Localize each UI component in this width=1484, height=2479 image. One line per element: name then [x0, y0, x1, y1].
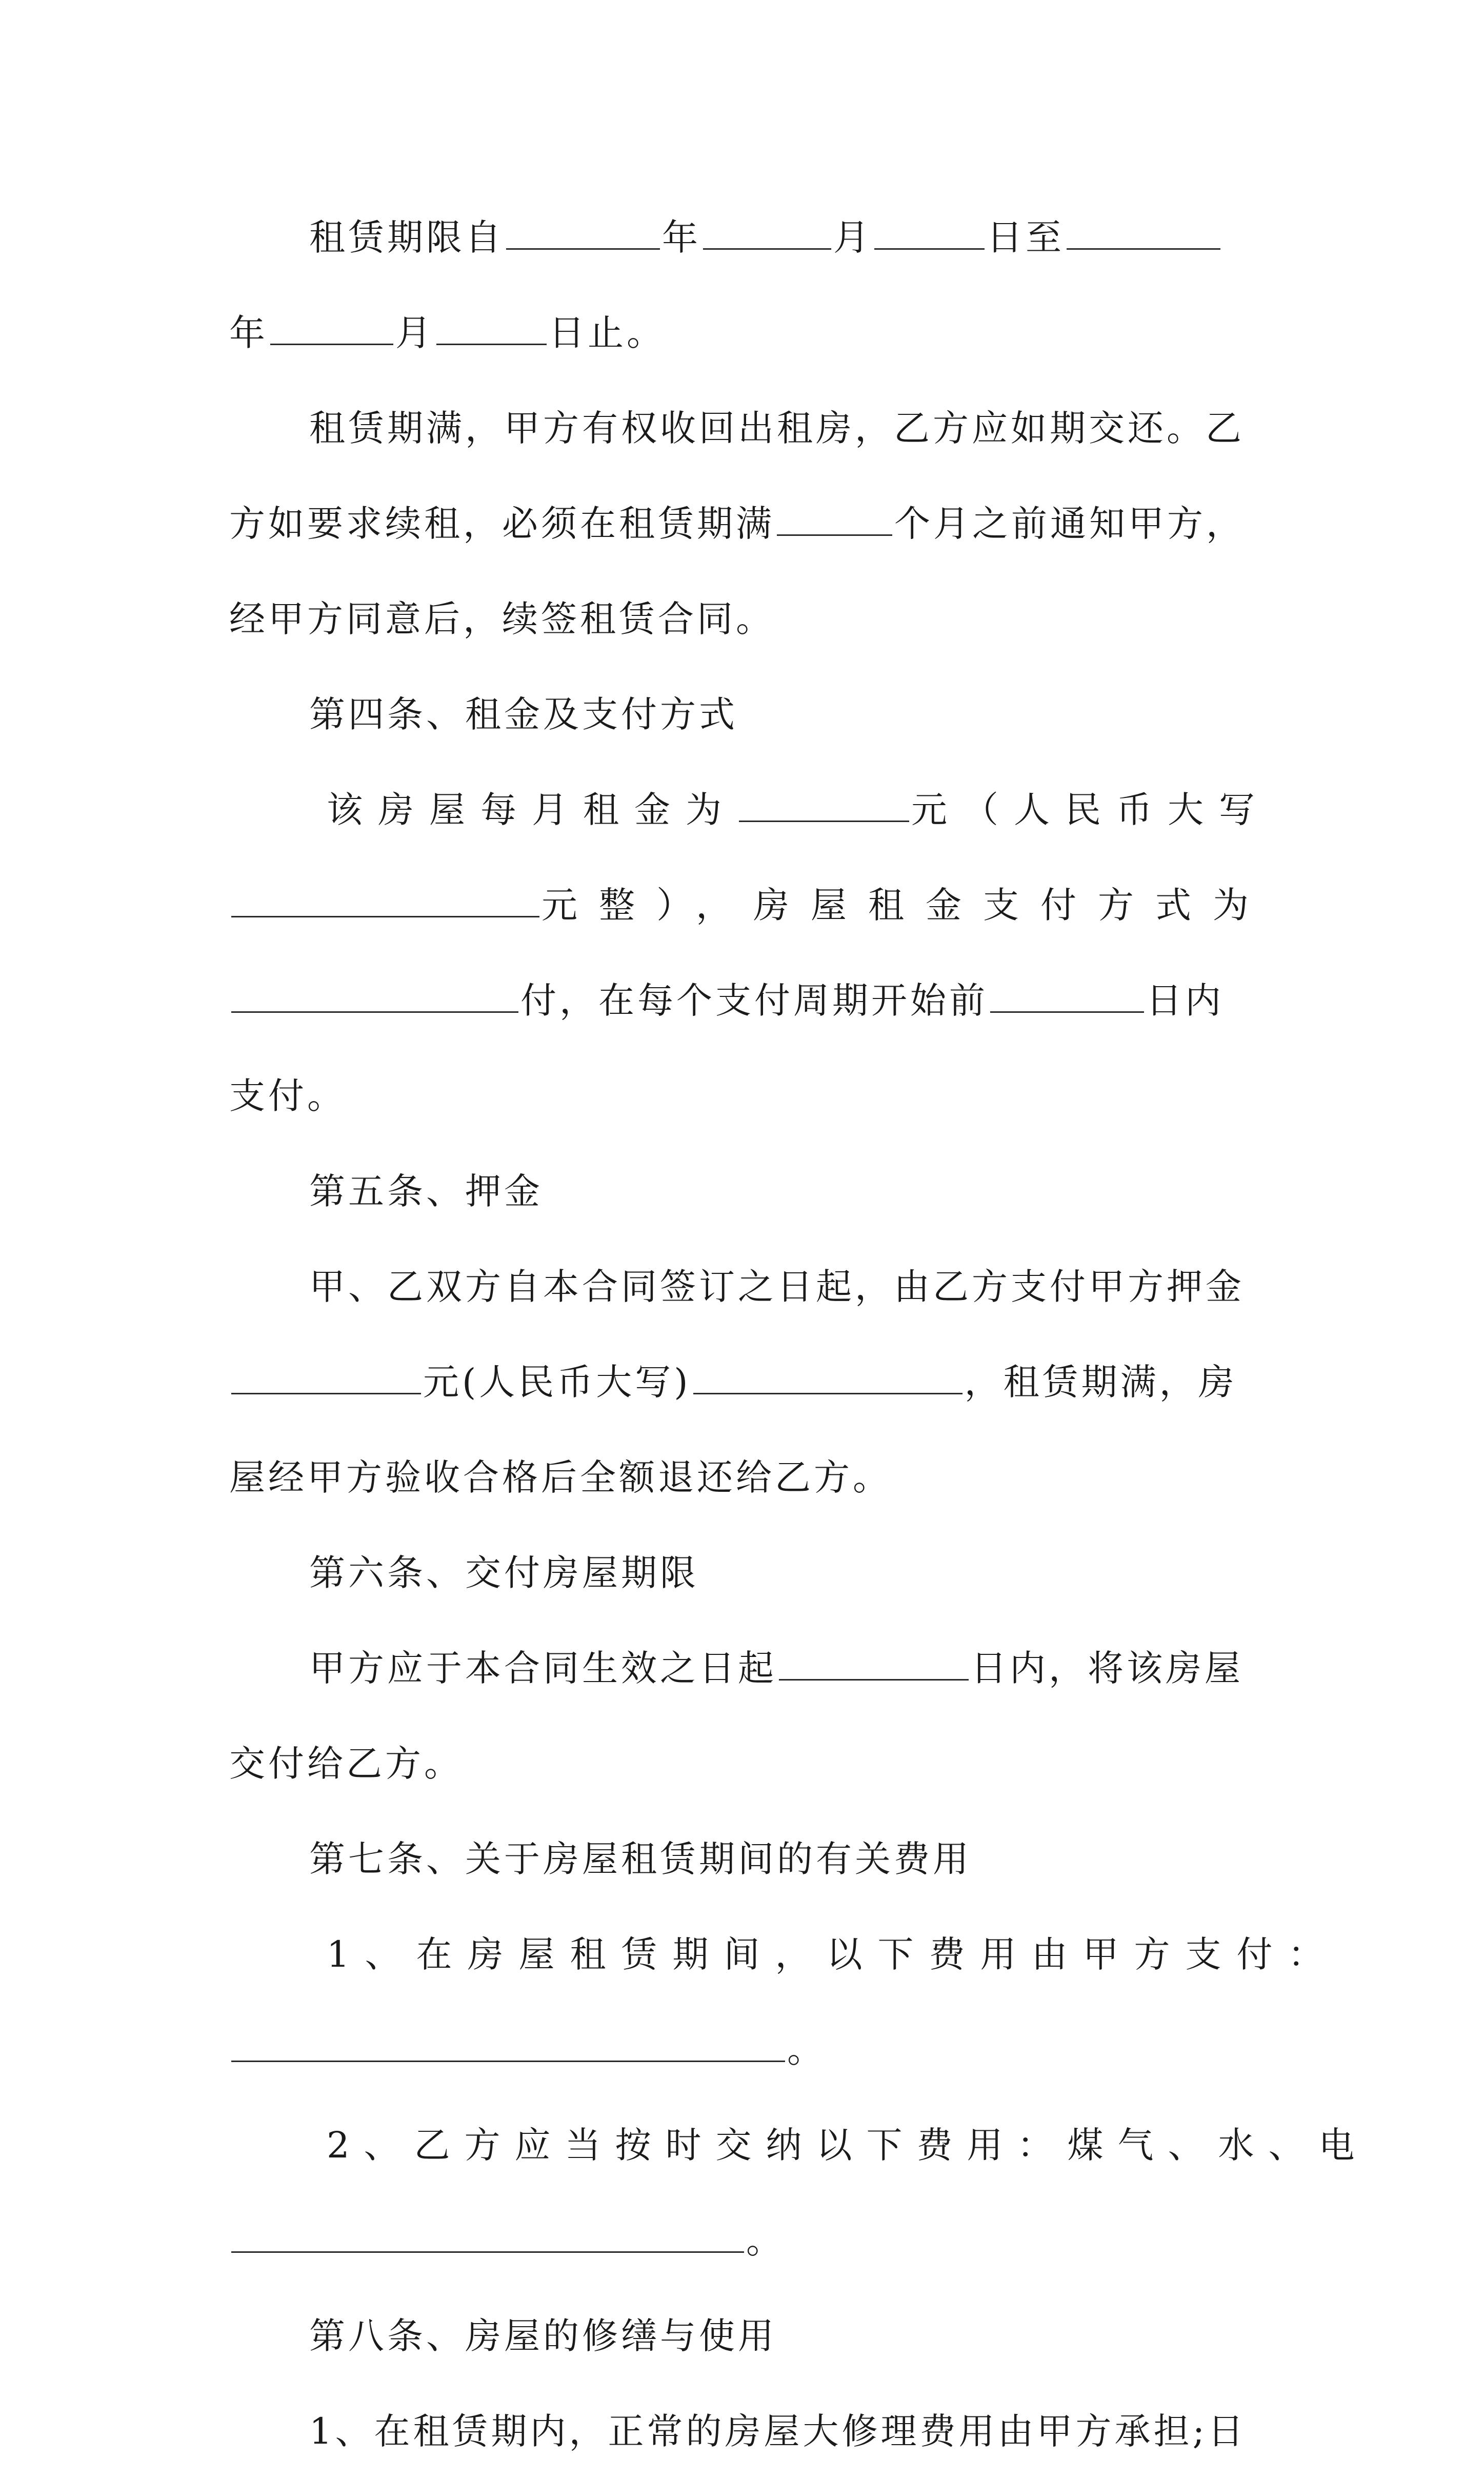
paragraph-line: 1、在租赁期内，正常的房屋大修理费用由甲方承担;日: [309, 2410, 1247, 2452]
blank-payment-method[interactable]: [231, 983, 518, 1013]
lease-term-line-2: [229, 285, 1270, 381]
blank-tenant-fees[interactable]: [231, 2223, 744, 2253]
blank-notice-months[interactable]: [777, 506, 892, 536]
blank-end-day[interactable]: [436, 315, 547, 345]
article-heading-7: 第七条、关于房屋租赁期间的有关费用: [309, 1838, 972, 1880]
text-segment: 个月之前通知甲方，: [894, 503, 1245, 545]
text-segment: 甲方应于本合同生效之日起: [309, 1647, 777, 1689]
delivery-deadline-line: [229, 1621, 1270, 1716]
paragraph-line: 屋经甲方验收合格后全额退还给乙方。: [229, 1456, 892, 1498]
paragraph-line: 经甲方同意后，续签租赁合同。: [229, 598, 775, 640]
blank-start-year[interactable]: [506, 219, 660, 250]
tenant-fees-line: 2、乙方应当按时交纳以下费用：煤气、水、电: [327, 2124, 1369, 2166]
blank-deposit-amount[interactable]: [231, 1364, 421, 1394]
paragraph-line: 甲、乙双方自本合同签订之日起，由乙方支付甲方押金: [309, 1266, 1245, 1308]
text-segment: 日内: [1146, 979, 1224, 1022]
rent-payment-method-line: [229, 857, 1270, 953]
blank-end-month-pre[interactable]: [270, 315, 393, 345]
blank-start-day[interactable]: [874, 219, 985, 250]
text-segment: 元整），房屋租金支付方式为: [542, 884, 1270, 926]
rent-amount-line: [229, 762, 1270, 857]
text-segment: 该房屋每月租金为: [327, 789, 737, 831]
text-segment: 。: [787, 2029, 826, 2071]
blank-landlord-fees[interactable]: [231, 2032, 785, 2062]
text-segment: 日内，将该房屋: [971, 1647, 1244, 1689]
text-segment: 元（人民币大写: [911, 789, 1270, 831]
text-segment: 年: [229, 312, 268, 354]
document-page: [229, 190, 1369, 2479]
blank-delivery-days[interactable]: [779, 1650, 969, 1681]
text-segment: 年: [662, 216, 701, 258]
paragraph-line: 支付。: [229, 1075, 346, 1117]
paragraph-line: 租赁期满，甲方有权收回出租房，乙方应如期交还。乙: [309, 407, 1245, 449]
article-heading-5: 第五条、押金: [309, 1170, 543, 1212]
text-segment: 元(人民币大写): [423, 1361, 691, 1403]
deposit-amount-line: [229, 1334, 1270, 1430]
text-segment: 方如要求续租，必须在租赁期满: [229, 503, 775, 545]
text-segment: 。: [746, 2220, 785, 2262]
blank-payment-days[interactable]: [990, 983, 1144, 1013]
text-segment: ，租赁期满，房: [964, 1361, 1237, 1403]
tenant-fees-blank-line: [229, 2193, 1270, 2288]
renewal-notice-line: [229, 476, 1270, 571]
blank-monthly-rent[interactable]: [739, 792, 909, 822]
text-segment: 月: [395, 312, 434, 354]
text-segment: 付，在每个支付周期开始前: [520, 979, 988, 1022]
article-heading-6: 第六条、交付房屋期限: [309, 1552, 699, 1594]
text-segment: 日至: [987, 216, 1065, 258]
text-segment: 月: [833, 216, 872, 258]
payment-cycle-line: [229, 953, 1270, 1048]
blank-end-year-start[interactable]: [1067, 219, 1220, 250]
paragraph-line: 交付给乙方。: [229, 1743, 463, 1785]
article-heading-8: 第八条、房屋的修缮与使用: [309, 2315, 777, 2357]
blank-rent-uppercase[interactable]: [231, 887, 539, 917]
blank-deposit-uppercase[interactable]: [693, 1364, 962, 1394]
landlord-fees-line: 1、在房屋租赁期间，以下费用由甲方支付：: [327, 1933, 1339, 1975]
text-segment: 日止。: [549, 312, 666, 354]
lease-term-line-1: [229, 190, 1270, 285]
landlord-fees-blank-line: [229, 2002, 1270, 2097]
text-segment: 租赁期限自: [309, 216, 504, 258]
article-heading-4: 第四条、租金及支付方式: [309, 693, 738, 735]
blank-start-month[interactable]: [703, 219, 831, 250]
